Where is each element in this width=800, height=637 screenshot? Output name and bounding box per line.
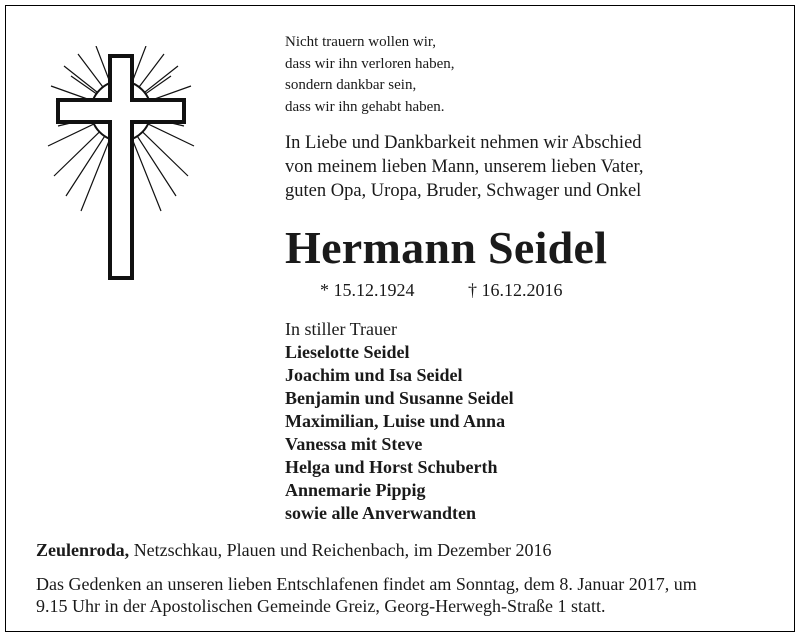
- poem-verse: [285, 32, 455, 118]
- place-and-date: [36, 539, 552, 561]
- place-rest: Netzschkau, Plauen und Reichenbach, im Dezember 2016: [129, 540, 552, 560]
- mourners-heading: In stiller Trauer: [285, 319, 397, 339]
- place-city: Zeulenroda,: [36, 540, 130, 560]
- intro-line: von meinem lieben Mann, unserem lieben Vater,: [285, 157, 644, 177]
- obituary-card: [5, 5, 795, 632]
- birth-date: * 15.12.1924: [320, 280, 415, 300]
- poem-line: dass wir ihn gehabt haben.: [285, 98, 445, 115]
- poem-line: sondern dankbar sein,: [285, 77, 417, 93]
- memorial-notice: [36, 573, 796, 617]
- mourner-name: Annemarie Pippig: [285, 480, 426, 500]
- mourner-name: sowie alle Anverwandten: [285, 503, 476, 523]
- intro-line: guten Opa, Uropa, Bruder, Schwager und Onkel: [285, 181, 642, 201]
- mourners-list: [285, 318, 514, 525]
- mourner-name: Lieselotte Seidel: [285, 342, 410, 362]
- mourner-name: Benjamin und Susanne Seidel: [285, 388, 514, 408]
- deceased-name: Hermann Seidel: [285, 222, 608, 273]
- notice-line: Das Gedenken an unseren lieben Entschlafenen findet am Sonntag, dem 8. Januar 2017, um: [36, 574, 697, 594]
- mourner-name: Joachim und Isa Seidel: [285, 365, 463, 385]
- notice-line: 9.15 Uhr in der Apostolischen Gemeinde Greiz, Georg-Herwegh-Straße 1 statt.: [36, 596, 606, 616]
- death-date: † 16.12.2016: [468, 280, 563, 300]
- mourner-name: Helga und Horst Schuberth: [285, 457, 498, 477]
- mourner-name: Vanessa mit Steve: [285, 434, 423, 454]
- poem-line: Nicht trauern wollen wir,: [285, 34, 437, 50]
- intro-line: In Liebe und Dankbarkeit nehmen wir Abschied: [285, 133, 642, 153]
- poem-line: dass wir ihn verloren haben,: [285, 55, 455, 72]
- cross-with-rays-icon: [46, 46, 196, 286]
- mourner-name: Maximilian, Luise und Anna: [285, 411, 506, 431]
- farewell-intro: [285, 131, 644, 203]
